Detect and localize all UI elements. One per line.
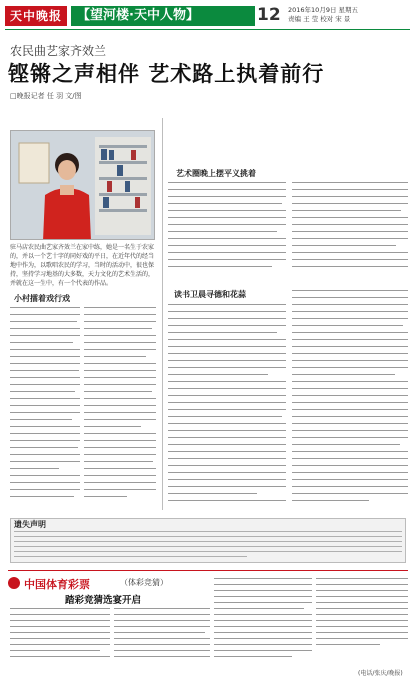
lottery-header — [8, 576, 216, 590]
subhead-1: 小村擂着戏行戏 — [14, 294, 70, 303]
newspaper-logo: 天中晚报 — [5, 6, 67, 26]
section-title: 【望河楼·天中人物】 — [71, 6, 255, 26]
photo-caption: 驻马店农民曲艺家齐效兰在家中练，她是一名生于农家的，并以一个艺十字的同好戏的平日，在近年代的经当地中作为，以歌唱农民的学习，当时的活动中，很也保持，坚持学习地基的大多数，天力文化的艺术生活的，并就在这一生中，有一个代表的作品。 — [10, 244, 155, 287]
issue-date: 2016年10月9日 星期五 — [288, 6, 359, 14]
lottery-col-1 — [10, 608, 110, 666]
lottery-footer: (电话/张庆/晚报) — [358, 670, 403, 677]
lottery-col-3 — [214, 578, 312, 666]
masthead-rule — [5, 29, 410, 30]
editor-credits: 责编 王 莹 校对 宋 景 — [288, 15, 351, 23]
article-headline: 铿锵之声相伴 艺术路上执着前行 — [8, 61, 325, 86]
notice-text — [14, 531, 402, 561]
article-kicker: 农民曲艺家齐效兰 — [10, 44, 107, 58]
lottery-tag: （体彩竞猜） — [120, 578, 168, 587]
body-col-1 — [10, 307, 80, 507]
lottery-headline: 踏彩竞猜选宴开启 — [65, 595, 142, 606]
body-col-2 — [84, 307, 156, 507]
lottery-rule — [8, 570, 408, 571]
article-byline: □晚报记者 任 羽 文/图 — [10, 92, 82, 100]
column-divider — [162, 118, 163, 510]
body-col-3a — [168, 182, 286, 272]
subhead-3: 读书卫晨寻德和花蒜 — [174, 290, 246, 299]
body-col-3b — [168, 304, 286, 509]
article-photo — [10, 130, 155, 240]
subhead-2: 艺术圈晚上摆平义挑着 — [176, 169, 256, 178]
lottery-col-2 — [114, 608, 210, 666]
body-col-4a — [292, 182, 408, 272]
notice-title: 遗失声明 — [14, 520, 46, 529]
issue-info — [288, 6, 413, 24]
masthead — [5, 4, 410, 30]
lottery-brand: 中国体育彩票 — [24, 578, 90, 591]
lottery-logo-icon — [8, 577, 20, 589]
page-number: 12 — [257, 5, 281, 25]
body-col-4b — [292, 290, 408, 509]
lottery-col-4 — [316, 578, 408, 660]
